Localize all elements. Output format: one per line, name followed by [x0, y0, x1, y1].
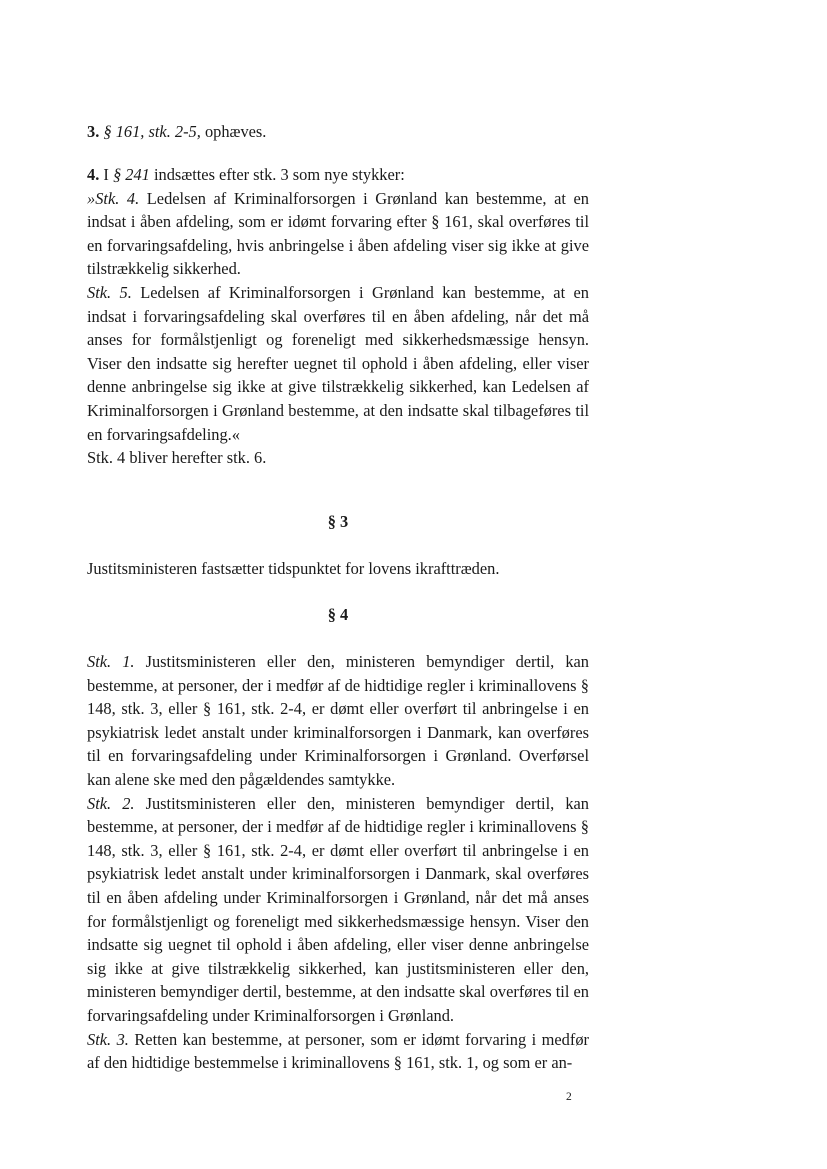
stk-renumber-note: Stk. 4 bliver herefter stk. 6.	[87, 448, 267, 468]
item-4-reference: § 241	[112, 165, 150, 184]
section-4-heading: § 4	[327, 605, 349, 624]
item-3-text: ophæves.	[200, 122, 267, 141]
item-4-intro-text-b: indsættes efter stk. 3 som nye stykker:	[149, 165, 405, 184]
stk-5-paragraph	[87, 281, 589, 446]
section-4-stk-3	[87, 1028, 589, 1075]
section-4-stk-2-text: Justitsministeren eller den, ministeren bemyndiger dertil, kan bestemme, at personer, der i medfør af de hidtidige regler i kriminallovens § 148, stk. 3, eller § 161, stk. 2-4, er dømt eller overført til anbringelse i en psykiatrisk ledet anstalt under kriminalforsorgen i Danmark, skal overføres til en åben afdeling under Kriminalforsorgen i Grønland, når det må anses for formålstjenligt og foreneligt med sikkerhedsmæssige hensyn. Viser den indsatte sig uegnet til ophold i åben afdeling, eller viser denne anbringelse sig ikke at give tilstrækkelig sikkerhed, kan justitsministeren eller den, ministeren bemyndiger dertil, bestemme, at den indsatte skal overføres til en forvaringsafdeling under Kriminalforsorgen i Grønland.	[87, 793, 590, 1025]
item-4-intro	[87, 163, 589, 187]
section-4-stk-1-label: Stk. 1.	[87, 652, 135, 671]
stk-5-label: Stk. 5.	[87, 282, 132, 302]
stk-4-paragraph	[87, 187, 589, 281]
item-3-reference: § 161, stk. 2-5,	[103, 122, 201, 141]
item-4-number: 4.	[87, 165, 100, 184]
section-4-stk-2-label: Stk. 2.	[87, 793, 135, 813]
section-4-stk-3-text: Retten kan bestemme, at personer, som er idømt forvaring i medfør af den hidtidige bestemmelse i kriminallovens § 161, stk. 1, og som er an-	[87, 1029, 589, 1073]
item-3-number: 3.	[87, 122, 100, 141]
section-4-body	[87, 650, 589, 1075]
stk-5-text: Ledelsen af Kriminalforsorgen i Grønland kan bestemme, at en indsat i forvaringsafdeling skal overføres til en åben afdeling, når det må anses for formålstjenligt og foreneligt med sikkerhedsmæssige hensyn. Viser den indsatte sig herefter uegnet til ophold i åben afdeling, eller viser denne anbringelse sig ikke at give tilstrækkelig sikkerhed, kan Ledelsen af Kriminalforsorgen i Grønland bestemme, at den indsatte skal tilbageføres til en forvaringsafdeling.«	[87, 282, 590, 444]
section-3-text: Justitsministeren fastsætter tidspunktet for lovens ikrafttræden.	[87, 559, 500, 578]
section-3-heading: § 3	[327, 512, 349, 531]
section-4-stk-1	[87, 650, 589, 792]
section-4-stk-2	[87, 792, 589, 1028]
item-4-intro-text-a: I	[99, 165, 113, 184]
item-4	[87, 163, 589, 470]
section-4-stk-1-text: Justitsministeren eller den, ministeren bemyndiger dertil, kan bestemme, at personer, der i medfør af de hidtidige regler i kriminallovens § 148, stk. 3, eller § 161, stk. 2-4, er dømt eller overført til anbringelse i en psykiatrisk ledet anstalt under kriminalforsorgen i Danmark, kan overføres til en forvaringsafdeling under Kriminalforsorgen i Grønland. Overførsel kan alene ske med den pågældendes samtykke.	[87, 652, 590, 789]
page-number: 2	[566, 1091, 572, 1103]
stk-4-label: »Stk. 4.	[87, 188, 140, 208]
item-3	[87, 120, 589, 144]
section-4-stk-3-label: Stk. 3.	[87, 1029, 129, 1049]
stk-4-text: Ledelsen af Kriminalforsorgen i Grønland kan bestemme, at en indsat i åben afdeling, som er idømt forvaring efter § 161, skal overføres til en forvaringsafdeling, hvis anbringelse i åben afdeling viser sig ikke at give tilstrækkelig sikkerhed.	[87, 188, 589, 279]
